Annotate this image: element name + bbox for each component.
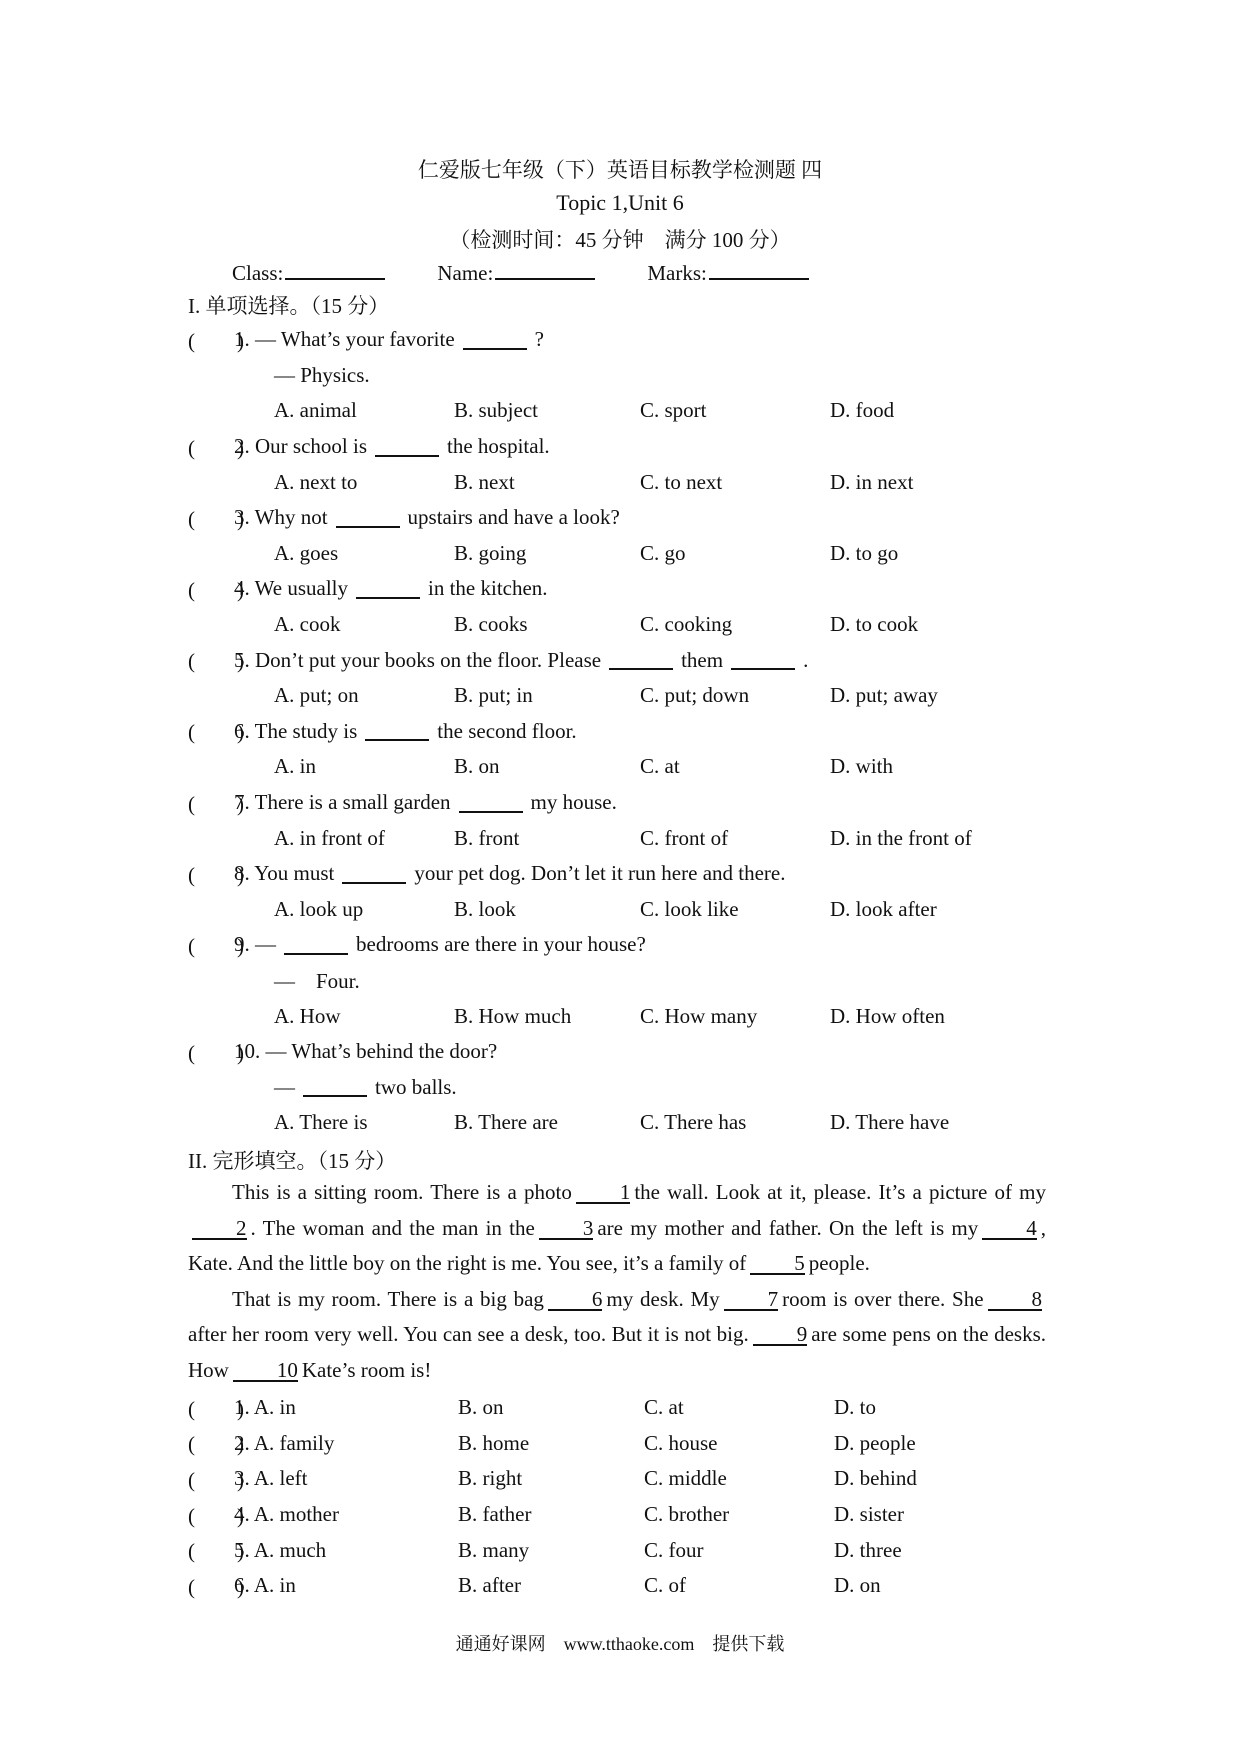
option-d: D. to go: [830, 540, 899, 565]
cloze-blank: 8: [988, 1289, 1043, 1311]
marks-blank[interactable]: [709, 260, 809, 280]
option-d: D. How often: [830, 1003, 945, 1028]
option-a: A. in: [274, 754, 316, 779]
name-label: Name:: [437, 261, 494, 285]
marks-field: [647, 260, 809, 286]
options-row: [188, 678, 1068, 714]
option-b: B. put; in: [454, 683, 533, 708]
question-row: [188, 571, 1068, 607]
option-a: 2. A. family: [234, 1430, 335, 1455]
question-text: 5. Don’t put your books on the floor. Please: [234, 647, 602, 672]
option-d: D. with: [830, 754, 893, 779]
option-a: A. goes: [274, 540, 339, 565]
option-b: B. cooks: [454, 612, 528, 637]
option-a: A. animal: [274, 398, 357, 423]
options-row: [188, 464, 1068, 500]
question-text: 3. Why not: [234, 505, 328, 530]
answer-paren[interactable]: ( ): [188, 1432, 244, 1457]
question-row: [188, 429, 1068, 465]
question-text-mid: them: [681, 647, 724, 672]
option-c: C. look like: [640, 896, 739, 921]
cloze-paragraph-1: This is a sitting room. There is a photo 1 the wall. Look at it, please. It’s a picture of my2 . The woman and the man in the 3 are my mother and father. On the left is my 4 , Kate. And the little boy on the right is me. You see, it’s a family of 5 people.: [188, 1180, 1046, 1276]
question-row: [188, 856, 1068, 892]
question-text-end: my house.: [530, 790, 617, 815]
class-field: [232, 260, 385, 286]
option-a: A. cook: [274, 612, 341, 637]
option-d: D. behind: [834, 1466, 917, 1491]
option-b: B. father: [458, 1502, 532, 1527]
question-row: [188, 322, 1068, 358]
class-blank[interactable]: [285, 260, 385, 280]
question-text-end: in the kitchen.: [428, 576, 548, 601]
options-row: [188, 393, 1068, 429]
answer-paren[interactable]: ( ): [188, 933, 244, 958]
question-text-end: bedrooms are there in your house?: [356, 932, 646, 957]
question-row: [188, 642, 1068, 678]
question-row: [188, 927, 1068, 963]
answer-paren[interactable]: ( ): [188, 1040, 244, 1065]
answer-paren[interactable]: ( ): [188, 328, 244, 353]
option-a: 6. A. in: [234, 1573, 296, 1598]
name-field: [437, 260, 595, 286]
option-a: A. look up: [274, 896, 364, 921]
option-b: B. many: [458, 1537, 530, 1562]
options-row: [188, 820, 1068, 856]
section-1-questions: [188, 322, 1068, 1141]
option-d: D. put; away: [830, 683, 938, 708]
question-text: 10. — What’s behind the door?: [234, 1039, 498, 1064]
options-row: [188, 1105, 1068, 1141]
option-d: D. look after: [830, 896, 937, 921]
option-b: B. front: [454, 825, 520, 850]
question-blank: [342, 864, 406, 884]
cloze-blank: 4: [982, 1218, 1037, 1240]
option-d: D. on: [834, 1573, 881, 1598]
option-b: B. on: [454, 754, 500, 779]
question-blank: [459, 793, 523, 813]
cloze-blank: 1: [576, 1182, 631, 1204]
question-text-end: upstairs and have a look?: [407, 505, 620, 530]
options-row: [188, 998, 1068, 1034]
option-a: A. next to: [274, 469, 358, 494]
option-d: D. There have: [830, 1110, 950, 1135]
cloze-option-row: [188, 1497, 1068, 1533]
answer-paren[interactable]: ( ): [188, 862, 244, 887]
option-d: D. in the front of: [830, 825, 972, 850]
question-row: [188, 500, 1068, 536]
answer-paren[interactable]: ( ): [188, 1574, 244, 1599]
option-d: D. food: [830, 398, 895, 423]
question-reply: — Physics.: [274, 362, 370, 387]
cloze-option-row: [188, 1568, 1068, 1604]
option-a: A. There is: [274, 1110, 368, 1135]
cloze-blank: 9: [753, 1324, 808, 1346]
question-reply: [188, 1069, 1068, 1105]
cloze-blank: 10: [233, 1360, 298, 1382]
section-1-heading: I. 单项选择。（15 分）: [188, 294, 390, 318]
question-text: 1. — What’s your favorite: [234, 327, 455, 352]
option-d: D. in next: [830, 469, 914, 494]
topic-title: Topic 1,Unit 6: [556, 190, 684, 215]
option-d: D. to: [834, 1395, 876, 1420]
option-c: C. put; down: [640, 683, 750, 708]
options-row: [188, 892, 1068, 928]
option-c: C. middle: [644, 1466, 727, 1491]
question-blank: [303, 1077, 367, 1097]
answer-paren[interactable]: ( ): [188, 1503, 244, 1528]
option-a: A. in front of: [274, 825, 385, 850]
option-b: B. subject: [454, 398, 538, 423]
option-d: D. people: [834, 1430, 916, 1455]
option-b: B. home: [458, 1430, 530, 1455]
answer-paren[interactable]: ( ): [188, 720, 244, 745]
reply-text: two balls.: [375, 1074, 457, 1099]
answer-paren[interactable]: ( ): [188, 791, 244, 816]
option-b: B. on: [458, 1395, 504, 1420]
question-text: 9. —: [234, 932, 276, 957]
question-row: [188, 714, 1068, 750]
option-b: B. There are: [454, 1110, 558, 1135]
question-row: [188, 1034, 1068, 1070]
question-blank: [356, 579, 420, 599]
option-b: B. How much: [454, 1003, 572, 1028]
answer-paren[interactable]: ( ): [188, 506, 244, 531]
answer-paren[interactable]: ( ): [188, 1539, 244, 1564]
section-2-heading: II. 完形填空。（15 分）: [188, 1149, 397, 1173]
question-text: 2. Our school is: [234, 434, 367, 459]
question-text-end: your pet dog. Don’t let it run here and there.: [414, 861, 786, 886]
question-blank: [336, 508, 400, 528]
time-score: （检测时间：45 分钟 满分 100 分）: [449, 228, 791, 252]
option-c: C. of: [644, 1573, 686, 1598]
question-blank: [375, 437, 439, 457]
option-b: B. look: [454, 896, 516, 921]
reply-dash: —: [274, 1074, 295, 1099]
cloze-option-row: [188, 1461, 1068, 1497]
option-d: D. to cook: [830, 612, 919, 637]
question-blank: [463, 330, 527, 350]
option-a: 1. A. in: [234, 1395, 296, 1420]
answer-paren[interactable]: ( ): [188, 1396, 244, 1421]
cloze-option-row: [188, 1426, 1068, 1462]
answer-paren[interactable]: ( ): [188, 577, 244, 602]
marks-label: Marks:: [647, 261, 707, 285]
option-a: 4. A. mother: [234, 1502, 339, 1527]
question-text-end: the hospital.: [447, 434, 550, 459]
option-c: C. There has: [640, 1110, 747, 1135]
answer-paren[interactable]: ( ): [188, 435, 244, 460]
question-text: 6. The study is: [234, 718, 358, 743]
option-c: C. house: [644, 1430, 718, 1455]
cloze-options: [188, 1390, 1068, 1604]
question-reply: — Four.: [274, 969, 360, 994]
option-c: C. four: [644, 1537, 704, 1562]
option-a: 3. A. left: [234, 1466, 308, 1491]
option-d: D. three: [834, 1537, 902, 1562]
name-blank[interactable]: [495, 260, 595, 280]
question-row: [188, 785, 1068, 821]
cloze-blank: 5: [750, 1253, 805, 1275]
option-c: C. sport: [640, 398, 707, 423]
option-c: C. cooking: [640, 612, 733, 637]
answer-paren[interactable]: ( ): [188, 1467, 244, 1492]
class-label: Class:: [232, 261, 284, 285]
cloze-option-row: [188, 1390, 1068, 1426]
option-b: B. going: [454, 540, 527, 565]
student-info: [232, 260, 809, 286]
footer-source: 通通好课网 www.tthaoke.com 提供下载: [455, 1634, 785, 1654]
question-text: 8. You must: [234, 861, 335, 886]
cloze-paragraph-2: That is my room. There is a big bag 6 my desk. My 7 room is over there. She 8after her room very well. You can see a desk, too. But it is not big. 9 are some pens on the desks. How 10 Kate’s room is!: [188, 1286, 1046, 1382]
option-b: B. after: [458, 1573, 521, 1598]
cloze-blank: 2: [192, 1218, 247, 1240]
cloze-option-row: [188, 1532, 1068, 1568]
option-c: C. at: [640, 754, 680, 779]
question-text: 4. We usually: [234, 576, 348, 601]
question-blank: [365, 721, 429, 741]
question-text-end: ?: [534, 327, 544, 352]
question-blank: [731, 650, 795, 670]
cloze-blank: 7: [724, 1289, 779, 1311]
option-c: C. at: [644, 1395, 684, 1420]
option-b: B. next: [454, 469, 515, 494]
option-c: C. brother: [644, 1502, 730, 1527]
cloze-passage: [188, 1175, 1046, 1389]
question-blank: [284, 935, 348, 955]
option-c: C. How many: [640, 1003, 758, 1028]
cloze-blank: 3: [539, 1218, 594, 1240]
answer-paren[interactable]: ( ): [188, 649, 244, 674]
options-row: [188, 607, 1068, 643]
question-text-end: the second floor.: [437, 718, 577, 743]
question-blank: [609, 650, 673, 670]
option-a: A. How: [274, 1003, 341, 1028]
option-c: C. go: [640, 540, 686, 565]
cloze-blank: 6: [548, 1289, 603, 1311]
option-a: A. put; on: [274, 683, 359, 708]
option-b: B. right: [458, 1466, 523, 1491]
exam-title: 仁爱版七年级（下）英语目标教学检测题 四: [417, 158, 823, 182]
options-row: [188, 749, 1068, 785]
option-c: C. to next: [640, 469, 723, 494]
question-text: 7. There is a small garden: [234, 790, 451, 815]
option-c: C. front of: [640, 825, 729, 850]
option-a: 5. A. much: [234, 1537, 327, 1562]
options-row: [188, 536, 1068, 572]
option-d: D. sister: [834, 1502, 904, 1527]
question-text-end: .: [803, 647, 809, 672]
